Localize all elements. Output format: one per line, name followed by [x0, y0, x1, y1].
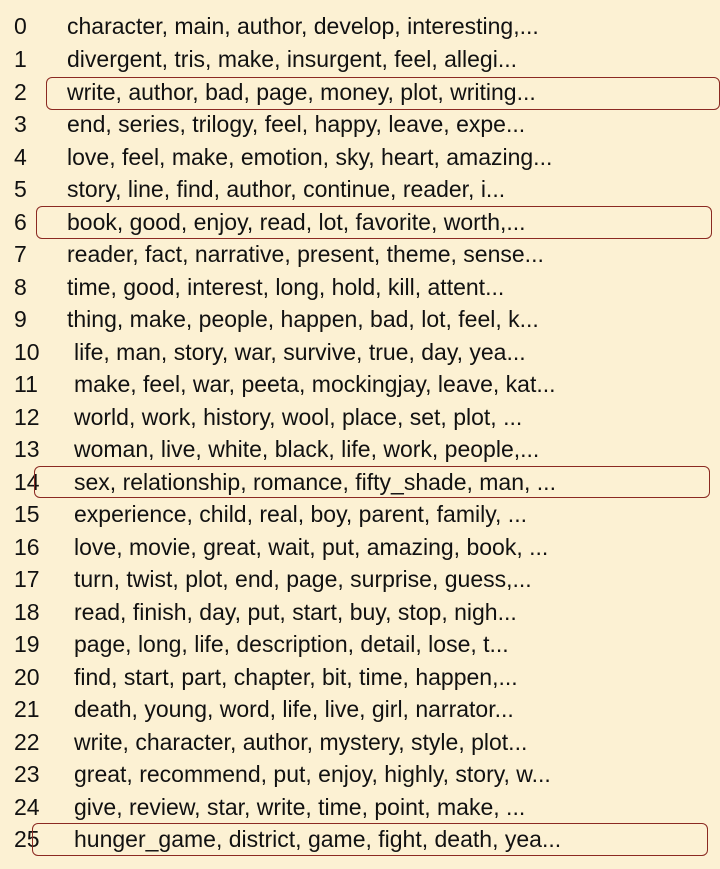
topic-index: 17	[14, 566, 40, 592]
topic-row	[0, 303, 720, 335]
topic-index: 20	[14, 664, 40, 690]
topic-row	[0, 206, 720, 238]
topic-row	[0, 238, 720, 270]
topic-row	[0, 43, 720, 75]
topic-row	[0, 76, 720, 108]
topic-words: read, finish, day, put, start, buy, stop, nigh...	[74, 599, 517, 625]
topic-words: thing, make, people, happen, bad, lot, feel, k...	[67, 306, 539, 332]
topic-row	[0, 336, 720, 368]
topic-index: 5	[14, 176, 27, 202]
topic-row	[0, 368, 720, 400]
topic-index: 14	[14, 469, 40, 495]
topic-words: character, main, author, develop, interesting,...	[67, 13, 539, 39]
topic-row	[0, 661, 720, 693]
topic-index: 8	[14, 274, 27, 300]
topic-index: 9	[14, 306, 27, 332]
topic-words: woman, live, white, black, life, work, people,...	[74, 436, 540, 462]
topic-row	[0, 791, 720, 823]
topic-words: find, start, part, chapter, bit, time, happen,...	[74, 664, 518, 690]
topic-row	[0, 726, 720, 758]
topic-row	[0, 498, 720, 530]
topic-words: death, young, word, life, live, girl, narrator...	[74, 696, 514, 722]
topic-index: 19	[14, 631, 40, 657]
topic-row	[0, 628, 720, 660]
topic-index: 0	[14, 13, 27, 39]
topic-index: 10	[14, 339, 40, 365]
topic-index: 21	[14, 696, 40, 722]
topic-index: 18	[14, 599, 40, 625]
topic-index: 11	[14, 371, 38, 397]
topic-row	[0, 466, 720, 498]
topic-index: 6	[14, 209, 27, 235]
topic-row	[0, 141, 720, 173]
topic-words: story, line, find, author, continue, reader, i...	[67, 176, 506, 202]
topic-index: 4	[14, 144, 27, 170]
topic-row	[0, 823, 720, 855]
topic-words: sex, relationship, romance, fifty_shade, man, ...	[74, 469, 556, 495]
topic-index: 23	[14, 761, 40, 787]
topic-words: turn, twist, plot, end, page, surprise, guess,...	[74, 566, 532, 592]
topic-index: 1	[14, 46, 27, 72]
topic-row	[0, 596, 720, 628]
topic-index: 3	[14, 111, 27, 137]
topic-index: 2	[14, 79, 27, 105]
topic-words: love, movie, great, wait, put, amazing, book, ...	[74, 534, 549, 560]
topic-index: 25	[14, 826, 40, 852]
topic-words: love, feel, make, emotion, sky, heart, amazing...	[67, 144, 553, 170]
topic-row	[0, 108, 720, 140]
topic-row	[0, 401, 720, 433]
topic-index: 12	[14, 404, 40, 430]
topic-words: hunger_game, district, game, fight, death, yea...	[74, 826, 562, 852]
topic-row	[0, 758, 720, 790]
topic-row	[0, 531, 720, 563]
topic-words: give, review, star, write, time, point, make, ...	[74, 794, 526, 820]
topic-words: time, good, interest, long, hold, kill, attent...	[67, 274, 505, 300]
topic-index: 15	[14, 501, 40, 527]
topic-index: 22	[14, 729, 40, 755]
topic-words: book, good, enjoy, read, lot, favorite, worth,...	[67, 209, 526, 235]
topic-index: 16	[14, 534, 40, 560]
topic-words: page, long, life, description, detail, lose, t...	[74, 631, 509, 657]
topic-row	[0, 271, 720, 303]
topic-words: write, character, author, mystery, style, plot...	[74, 729, 528, 755]
topic-words: life, man, story, war, survive, true, day, yea...	[74, 339, 526, 365]
topic-words: great, recommend, put, enjoy, highly, story, w...	[74, 761, 551, 787]
topic-words: divergent, tris, make, insurgent, feel, allegi...	[67, 46, 517, 72]
topic-index: 13	[14, 436, 40, 462]
topic-index: 7	[14, 241, 27, 267]
topic-row	[0, 433, 720, 465]
topic-words: experience, child, real, boy, parent, family, ...	[74, 501, 527, 527]
topic-words: make, feel, war, peeta, mockingjay, leave, kat...	[74, 371, 556, 397]
topic-row	[0, 563, 720, 595]
topic-row	[0, 10, 720, 42]
topic-index: 24	[14, 794, 40, 820]
topic-words: write, author, bad, page, money, plot, writing...	[67, 79, 536, 105]
topic-row	[0, 173, 720, 205]
topic-words: reader, fact, narrative, present, theme, sense...	[67, 241, 544, 267]
topic-row	[0, 693, 720, 725]
topic-words: world, work, history, wool, place, set, plot, ...	[74, 404, 523, 430]
topic-words: end, series, trilogy, feel, happy, leave, expe...	[67, 111, 526, 137]
